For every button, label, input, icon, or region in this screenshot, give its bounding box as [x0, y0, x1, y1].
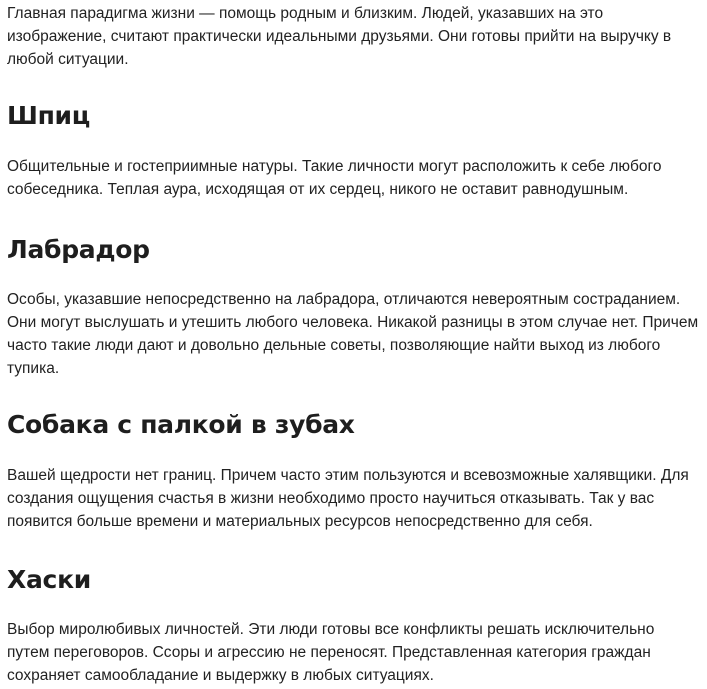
section-labrador-body: [7, 288, 700, 380]
section-paragraph: Выбор миролюбивых личностей. Эти люди готовы все конфликты решать исключительно путем переговоров. Ссоры и агрессию не переносят. Представленная категория граждан сохраняет самообладание и выдержку в любых ситуациях.: [7, 621, 655, 684]
section-paragraph: Особы, указавшие непосредственно на лабрадора, отличаются невероятным состраданием. Они могут выслушать и утешить любого человека. Никакой разницы в этом случае нет. Причем часто такие люди дают и довольно дельные советы, позволяющие найти выход из любого тупика.: [7, 291, 699, 377]
section-paragraph: Вашей щедрости нет границ. Причем часто этим пользуются и всевозможные халявщики. Для создания ощущения счастья в жизни необходимо просто научиться отказывать. Так у вас появится больше времени и материальных ресурсов непосредственно для себя.: [7, 467, 689, 530]
section-heading: Шпиц: [7, 101, 91, 130]
intro-paragraph: Главная парадигма жизни — помощь родным и близким. Людей, указавших на это изображение, считают практически идеальными друзьями. Они готовы прийти на выручку в любой ситуации.: [7, 5, 672, 68]
section-shpits: [7, 101, 700, 131]
section-husky: [7, 565, 700, 595]
section-paragraph: Общительные и гостеприимные натуры. Такие личности могут расположить к себе любого собеседника. Теплая аура, исходящая от их сердец, никого не оставит равнодушным.: [7, 158, 662, 198]
section-heading: Собака с палкой в зубах: [7, 410, 355, 439]
section-labrador: [7, 235, 700, 265]
intro-block: [7, 2, 700, 71]
section-stick-dog-body: [7, 464, 700, 533]
section-heading: Хаски: [7, 565, 91, 594]
section-heading: Лабрадор: [7, 235, 150, 264]
section-shpits-body: [7, 155, 700, 201]
section-stick-dog: [7, 410, 700, 440]
section-husky-body: [7, 618, 700, 687]
